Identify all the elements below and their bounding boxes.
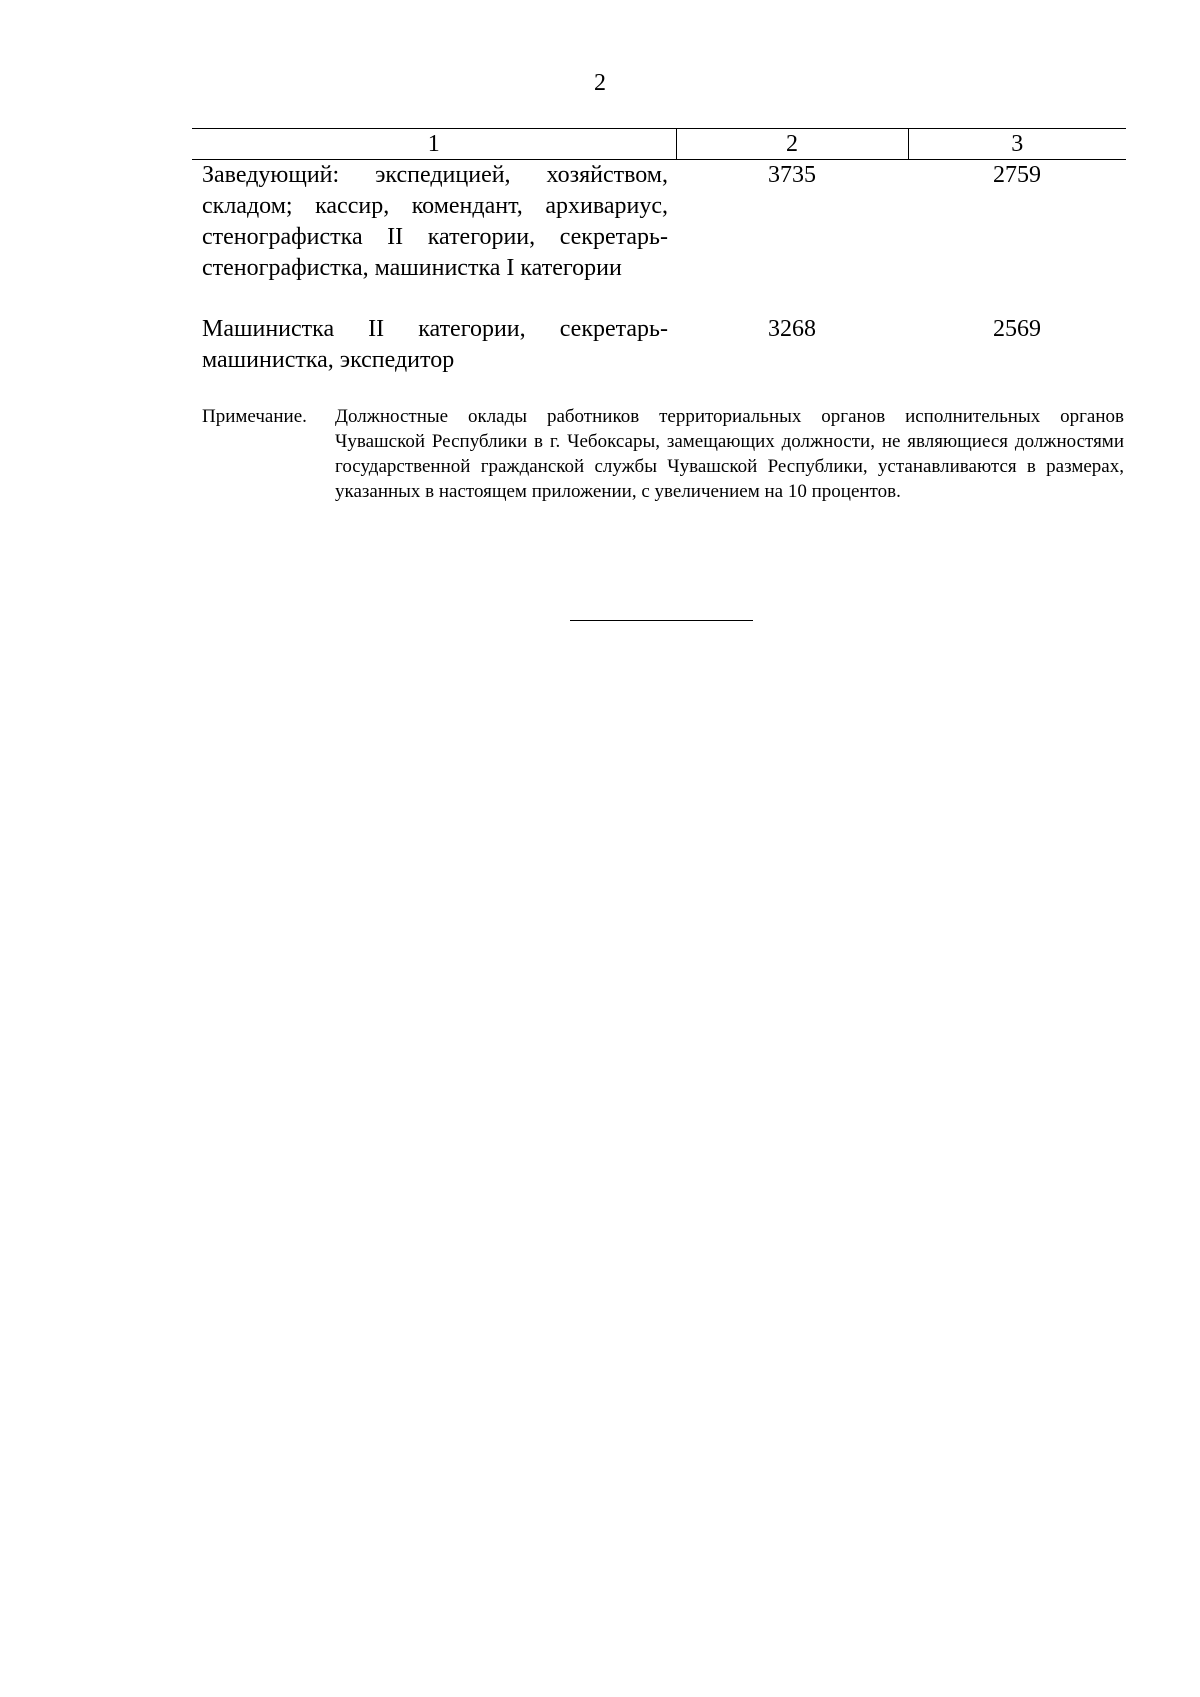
value-cell-col2: 3268 (768, 316, 816, 342)
table-row (192, 160, 1126, 315)
salary-table (192, 128, 1126, 376)
position-cell: Заведующий: экспедицией, хозяйством, складом; кассир, комендант, архивариус, стенографистка II категории, секретарь-стенографистка, машинистка I категории (202, 162, 668, 281)
table-header-row (192, 129, 1126, 160)
value-cell-col3: 2569 (993, 316, 1041, 342)
note-text: Должностные оклады работников территориальных органов исполнительных органов Чувашской Республики в г. Чебоксары, замещающих должности, не являющиеся должностями государственной гражданской службы Чувашской Республики, устанавливаются в размерах, указанных в настоящем приложении, с увеличением на 10 процентов. (335, 406, 1124, 502)
note-block (202, 404, 1124, 504)
position-cell: Машинистка II категории, секретарь-машинистка, экспедитор (202, 316, 668, 373)
value-cell-col2: 3735 (768, 162, 816, 188)
table-row (192, 314, 1126, 376)
page-number: 2 (594, 70, 606, 96)
value-cell-col3: 2759 (993, 162, 1041, 188)
column-header-1: 1 (192, 129, 676, 160)
column-header-2: 2 (676, 129, 908, 160)
note-label: Примечание. (202, 406, 307, 427)
column-header-3: 3 (908, 129, 1126, 160)
end-divider (570, 620, 753, 621)
